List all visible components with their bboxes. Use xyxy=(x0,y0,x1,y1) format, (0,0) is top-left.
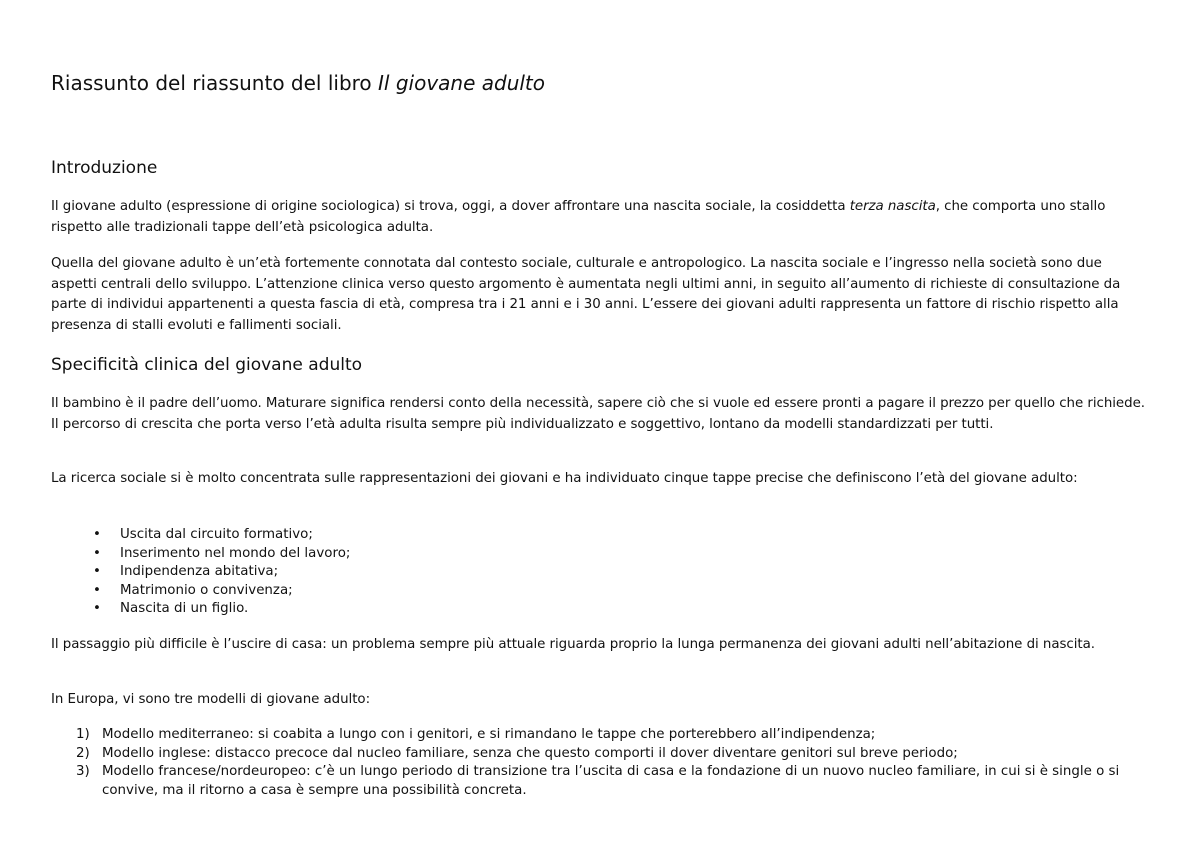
list-item-text: Indipendenza abitativa; xyxy=(120,564,279,579)
intro-p1-text-b: , che comporta uno stallo rispetto alle tradizionali tappe dell’età psicologica adulta. xyxy=(51,199,1106,235)
list-item-text: Matrimonio o convivenza; xyxy=(120,582,293,598)
models-numbered-list xyxy=(51,726,1147,800)
list-item xyxy=(51,763,1147,800)
list-item-text: Inserimento nel mondo del lavoro; xyxy=(120,545,351,561)
bullet-icon: • xyxy=(93,545,101,561)
list-item xyxy=(51,600,350,619)
list-item xyxy=(51,545,350,564)
intro-p1-italic: terza nascita xyxy=(849,199,936,214)
spec-paragraph-3: Il passaggio più difficile è l’uscire di casa: un problema sempre più attuale riguarda proprio la lunga permanenza dei giovani adulti nell’abitazione di nascita. xyxy=(51,637,1095,652)
list-item xyxy=(51,582,350,601)
bullet-icon: • xyxy=(93,582,101,598)
list-item-text: Modello mediterraneo: si coabita a lungo con i genitori, e si rimandano le tappe che porterebbero all’indipendenza; xyxy=(102,727,876,742)
list-item xyxy=(51,563,350,582)
list-item xyxy=(51,726,1147,745)
intro-paragraph-2: Quella del giovane adulto è un’età fortemente connotata dal contesto sociale, culturale e antropologico. La nascita sociale e l’ingresso nella società sono due aspetti centrali dello sviluppo. L’attenzione clinica verso questo argomento è aumentata negli ultimi anni, in seguito all’aumento di richieste di consultazione da parte di individui appartenenti a questa fascia di età, compresa tra i 21 anni e i 30 anni. L’essere dei giovani adulti rappresenta un fattore di rischio rispetto alla presenza di stalli evoluti e fallimenti sociali. xyxy=(51,256,1121,333)
intro-p1-text-a: Il giovane adulto (espressione di origine sociologica) si trova, oggi, a dover affrontare una nascita sociale, la cosiddetta xyxy=(51,199,850,214)
tappe-bullet-list xyxy=(51,526,350,619)
bullet-icon: • xyxy=(93,601,101,616)
document-title xyxy=(51,70,545,96)
spec-paragraph-2: La ricerca sociale si è molto concentrata sulle rappresentazioni dei giovani e ha individuato cinque tappe precise che definiscono l’età del giovane adulto: xyxy=(51,471,1078,486)
bullet-icon: • xyxy=(93,527,101,542)
intro-paragraph-1 xyxy=(51,197,1147,238)
list-item-text: Nascita di un figlio. xyxy=(120,601,249,616)
section-heading-specificita: Specificità clinica del giovane adulto xyxy=(51,355,363,375)
list-item xyxy=(51,745,1147,764)
list-item-text: Modello francese/nordeuropeo: c’è un lungo periodo di transizione tra l’uscita di casa e la fondazione di un nuovo nucleo familiare, in cui si è single o si convive, ma il ritorno a casa è sempre una possibilità concreta. xyxy=(102,764,1120,798)
bullet-icon: • xyxy=(93,564,101,579)
document-title-book: Il giovane adulto xyxy=(378,71,546,95)
list-item-text: Uscita dal circuito formativo; xyxy=(120,527,313,542)
section-heading-introduzione: Introduzione xyxy=(51,158,158,178)
list-item-text: Modello inglese: distacco precoce dal nucleo familiare, senza che questo comporti il dover diventare genitori sul breve periodo; xyxy=(102,745,958,761)
spec-paragraph-4: In Europa, vi sono tre modelli di giovane adulto: xyxy=(51,692,371,707)
list-number: 3) xyxy=(76,764,90,779)
list-number: 1) xyxy=(76,727,90,742)
list-item xyxy=(51,526,350,545)
document-title-text: Riassunto del riassunto del libro xyxy=(51,71,379,95)
spec-paragraph-1: Il bambino è il padre dell’uomo. Maturare significa rendersi conto della necessità, sapere ciò che si vuole ed essere pronti a pagare il prezzo per quello che richiede. Il percorso di crescita che porta verso l’età adulta risulta sempre più individualizzato e soggettivo, lontano da modelli standardizzati per tutti. xyxy=(51,396,1145,432)
list-number: 2) xyxy=(76,745,90,761)
